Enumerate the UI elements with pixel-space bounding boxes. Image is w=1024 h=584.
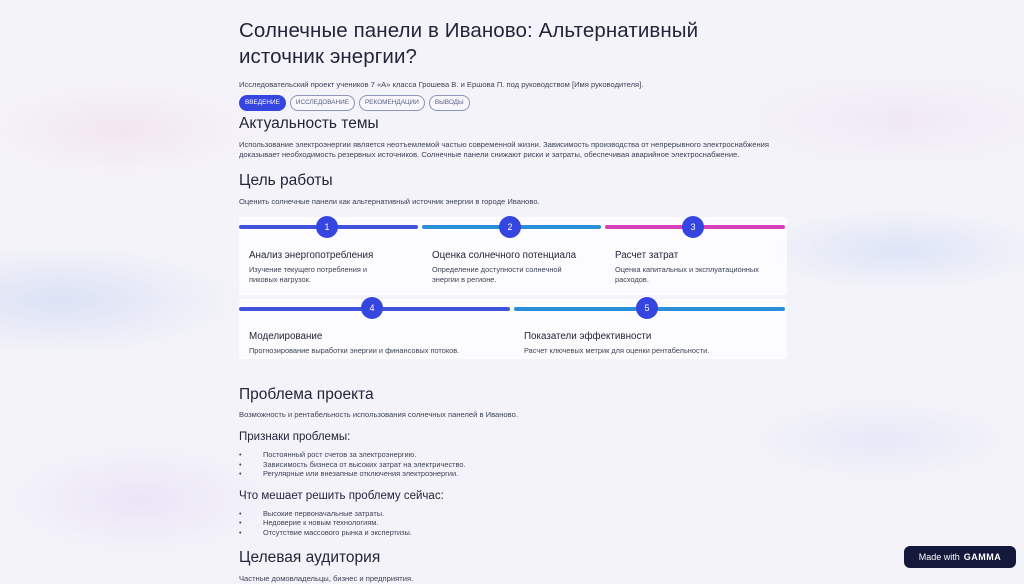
list-item: • Отсутствие массового рынка и экспертизы.	[239, 528, 787, 538]
relevance-text: Использование электроэнергии является неотъемлемой частью современной жизни. Зависимость производства от непрерывного электроснабжения доказывает необходимость резервных источников. Солнечные панели снижают риски и затраты, обеспечивая аварийное электроснабжение.	[239, 140, 769, 159]
problem-heading: Проблема проекта	[239, 386, 374, 403]
relevance-heading: Актуальность темы	[239, 115, 379, 132]
tab-bar	[239, 95, 787, 111]
list-item: • Недоверие к новым технологиям.	[239, 518, 787, 528]
slide-content	[239, 18, 787, 584]
step-2-number: 2	[499, 216, 521, 238]
step-3-number: 3	[682, 216, 704, 238]
page-title: Солнечные панели в Иваново: Альтернативный источник энергии?	[239, 19, 699, 68]
badge-prefix: Made with	[918, 552, 960, 562]
tab-introduction[interactable]: ВВЕДЕНИЕ	[239, 95, 286, 111]
step-3-title: Расчет затрат	[615, 250, 679, 261]
list-item: • Зависимость бизнеса от высоких затрат на электричество.	[239, 460, 787, 470]
step-2-desc: Определение доступности солнечной энергии в регионе.	[432, 265, 562, 284]
goal-section	[239, 171, 787, 207]
obstacles-heading: Что мешает решить проблему сейчас:	[239, 489, 444, 502]
step-4-title: Моделирование	[249, 331, 323, 342]
relevance-section	[239, 114, 787, 160]
step-1-desc: Изучение текущего потребления и пиковых нагрузок.	[249, 265, 368, 284]
list-item: • Высокие первоначальные затраты.	[239, 509, 787, 519]
audience-text: Частные домовладельцы, бизнес и предприятия.	[239, 574, 414, 583]
tab-conclusions[interactable]: ВЫВОДЫ	[429, 95, 470, 111]
steps-timeline	[239, 215, 787, 375]
step-1-title: Анализ энергопотребления	[249, 250, 374, 261]
step-5-title: Показатели эффективности	[524, 331, 652, 342]
goal-heading: Цель работы	[239, 172, 333, 189]
problem-text: Возможность и рентабельность использования солнечных панелей в Иваново.	[239, 410, 518, 419]
step-5-desc: Расчет ключевых метрик для оценки рентабельности.	[524, 346, 710, 355]
step-5-number: 5	[636, 297, 658, 319]
list-item: • Постоянный рост счетов за электроэнергию.	[239, 450, 787, 460]
list-item: • Регулярные или внезапные отключения электроэнергии.	[239, 469, 787, 479]
tab-recommendations[interactable]: РЕКОМЕНДАЦИИ	[359, 95, 425, 111]
obstacles-list	[239, 509, 787, 538]
step-1-number: 1	[316, 216, 338, 238]
step-3-desc: Оценка капитальных и эксплуатационных расходов.	[615, 265, 759, 284]
step-4-number: 4	[361, 297, 383, 319]
audience-heading: Целевая аудитория	[239, 549, 381, 566]
signs-list	[239, 450, 787, 479]
goal-text: Оценить солнечные панели как альтернативный источник энергии в городе Иваново.	[239, 197, 540, 206]
step-2-title: Оценка солнечного потенциала	[432, 250, 577, 261]
tab-research[interactable]: ИССЛЕДОВАНИЕ	[290, 95, 355, 111]
made-with-gamma-badge[interactable]	[904, 546, 1016, 568]
gamma-logo: GAMMA	[963, 552, 1002, 562]
step-4-desc: Прогнозирование выработки энергии и финансовых потоков.	[249, 346, 460, 355]
signs-heading: Признаки проблемы:	[239, 431, 351, 443]
audience-section	[239, 548, 787, 584]
problem-section	[239, 385, 787, 537]
subtitle: Исследовательский проект учеников 7 «А» класса Грошева В. и Ершова П. под руководством [Имя руководителя].	[239, 80, 644, 89]
